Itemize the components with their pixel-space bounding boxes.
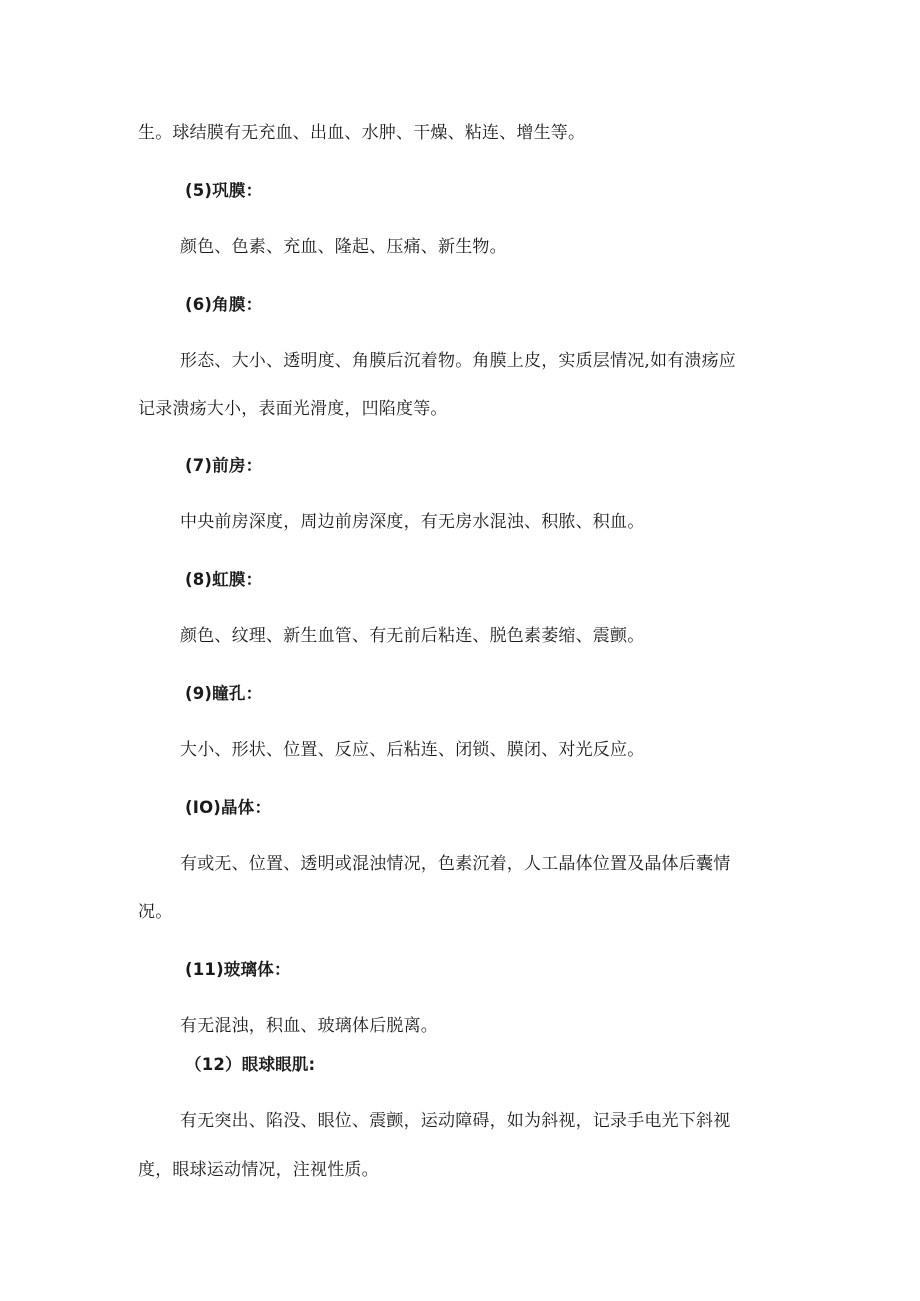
heading-vitreous: (11)玻璃体： xyxy=(185,960,291,979)
text-line-conjunctiva-end: 生。球结膜有无充血、出血、水肿、干燥、粘连、增生等。 xyxy=(138,123,586,143)
text-line-cornea-2: 记录溃疡大小，表面光滑度，凹陷度等。 xyxy=(138,399,448,419)
text-line-pupil: 大小、形状、位置、反应、后粘连、闭锁、膜闭、对光反应。 xyxy=(180,740,645,760)
text-line-iris: 颜色、纹理、新生血管、有无前后粘连、脱色素萎缩、震颤。 xyxy=(180,626,645,646)
text-line-vitreous: 有无混浊，积血、玻璃体后脱离。 xyxy=(180,1016,438,1036)
text-line-lens-2: 况。 xyxy=(138,902,173,922)
heading-cornea: (6)角膜： xyxy=(185,295,263,314)
heading-pupil: (9)瞳孔： xyxy=(185,684,263,703)
heading-iris: (8)虹膜： xyxy=(185,570,263,589)
text-line-anterior-chamber: 中央前房深度，周边前房深度，有无房水混浊、积脓、积血。 xyxy=(180,512,645,532)
heading-anterior-chamber: (7)前房： xyxy=(185,456,263,475)
text-line-eyeball-2: 度，眼球运动情况，注视性质。 xyxy=(138,1160,379,1180)
text-line-sclera: 颜色、色素、充血、隆起、压痛、新生物。 xyxy=(180,237,507,257)
text-line-eyeball-1: 有无突出、陷没、眼位、震颤，运动障碍，如为斜视，记录手电光下斜视 xyxy=(180,1111,731,1131)
heading-lens: (IO)晶体： xyxy=(185,798,272,817)
heading-sclera: (5)巩膜： xyxy=(185,181,263,200)
text-line-lens-1: 有或无、位置、透明或混浊情况，色素沉着，人工晶体位置及晶体后囊情 xyxy=(180,854,731,874)
heading-eyeball-muscles: （12）眼球眼肌: xyxy=(185,1055,316,1074)
text-line-cornea-1: 形态、大小、透明度、角膜后沉着物。角膜上皮，实质层情况,如有溃疡应 xyxy=(180,351,737,371)
